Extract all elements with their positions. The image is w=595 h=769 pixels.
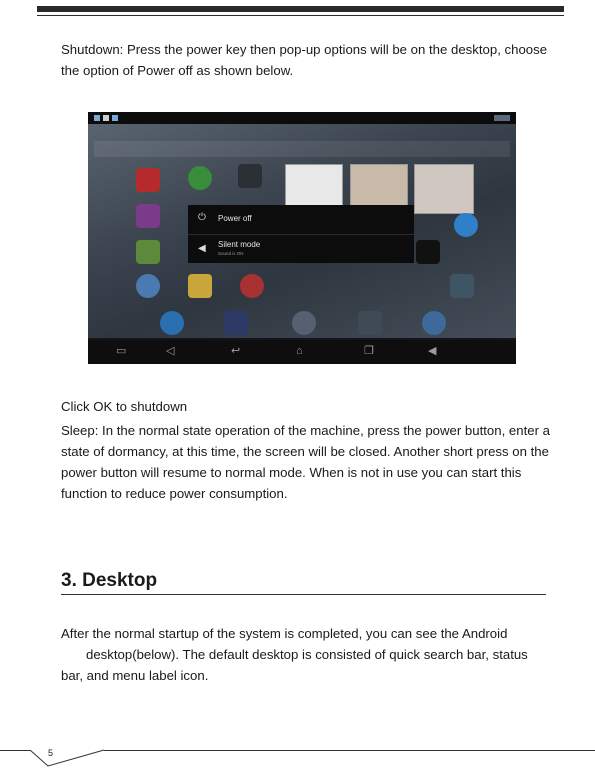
speaker-icon: ◀ bbox=[198, 243, 206, 254]
battery-clock bbox=[494, 115, 510, 121]
silent-mode-option[interactable] bbox=[188, 235, 414, 263]
app-icon bbox=[416, 240, 440, 264]
app-icon bbox=[422, 311, 446, 335]
power-off-label: Power off bbox=[218, 214, 252, 223]
download-app-icon bbox=[188, 166, 212, 190]
all-apps-icon bbox=[292, 311, 316, 335]
top-rule-thick bbox=[37, 6, 564, 12]
desktop-paragraph bbox=[61, 623, 551, 686]
widget-thumb bbox=[414, 164, 474, 214]
notification-icon bbox=[112, 115, 118, 121]
status-bar bbox=[88, 112, 516, 124]
volume-up-icon[interactable]: ◀ bbox=[428, 345, 437, 357]
home-icon[interactable]: ⌂ bbox=[296, 345, 303, 357]
footer-notch bbox=[28, 749, 108, 769]
android-screenshot bbox=[88, 112, 516, 364]
app-icon bbox=[136, 240, 160, 264]
top-rule-thin bbox=[37, 15, 564, 16]
app-icon bbox=[224, 311, 248, 335]
app-icon bbox=[136, 204, 160, 228]
click-ok-text: Click OK to shutdown bbox=[61, 399, 188, 414]
navigation-bar bbox=[88, 340, 516, 364]
power-icon: ⏻ bbox=[198, 212, 206, 223]
power-options-dialog bbox=[188, 205, 414, 263]
footer-rule-right bbox=[104, 750, 595, 751]
silent-mode-sub: Sound is ON bbox=[218, 251, 244, 256]
recent-apps-icon[interactable]: ❐ bbox=[364, 345, 374, 357]
app-icon bbox=[238, 164, 262, 188]
notification-icon bbox=[103, 115, 109, 121]
desktop-line-1: After the normal startup of the system is completed, you can see the Android bbox=[61, 626, 508, 641]
power-off-option[interactable] bbox=[188, 205, 414, 233]
section-heading: 3. Desktop bbox=[61, 570, 158, 591]
app-icon bbox=[450, 274, 474, 298]
dock bbox=[88, 308, 516, 338]
app-icon bbox=[454, 213, 478, 237]
notification-icon bbox=[94, 115, 100, 121]
page-number: 5 bbox=[48, 748, 54, 758]
magnifier-app-icon bbox=[136, 274, 160, 298]
app-icon bbox=[240, 274, 264, 298]
screenshot-icon[interactable]: ▭ bbox=[116, 345, 127, 357]
app-icon bbox=[136, 168, 160, 192]
sleep-paragraph: Sleep: In the normal state operation of the machine, press the power button, enter a state of dormancy, at this time, the screen will be closed. Another short press on the power button will resume to normal mode. When is not in use you can start this function to reduce power consumption. bbox=[61, 423, 550, 501]
volume-down-icon[interactable]: ◁ bbox=[166, 345, 175, 357]
footer-rule-left bbox=[0, 750, 30, 751]
silent-mode-label: Silent mode bbox=[218, 240, 261, 249]
quick-search-bar bbox=[94, 141, 510, 157]
back-icon[interactable]: ↩ bbox=[231, 345, 241, 357]
desktop-line-2: desktop(below). The default desktop is consisted of quick search bar, status bar, and menu label icon. bbox=[61, 647, 528, 683]
shutdown-paragraph: Shutdown: Press the power key then pop-up options will be on the desktop, choose the option of Power off as shown below. bbox=[61, 42, 548, 78]
heading-rule bbox=[61, 594, 546, 595]
app-icon bbox=[160, 311, 184, 335]
app-icon bbox=[188, 274, 212, 298]
app-icon bbox=[358, 311, 382, 335]
